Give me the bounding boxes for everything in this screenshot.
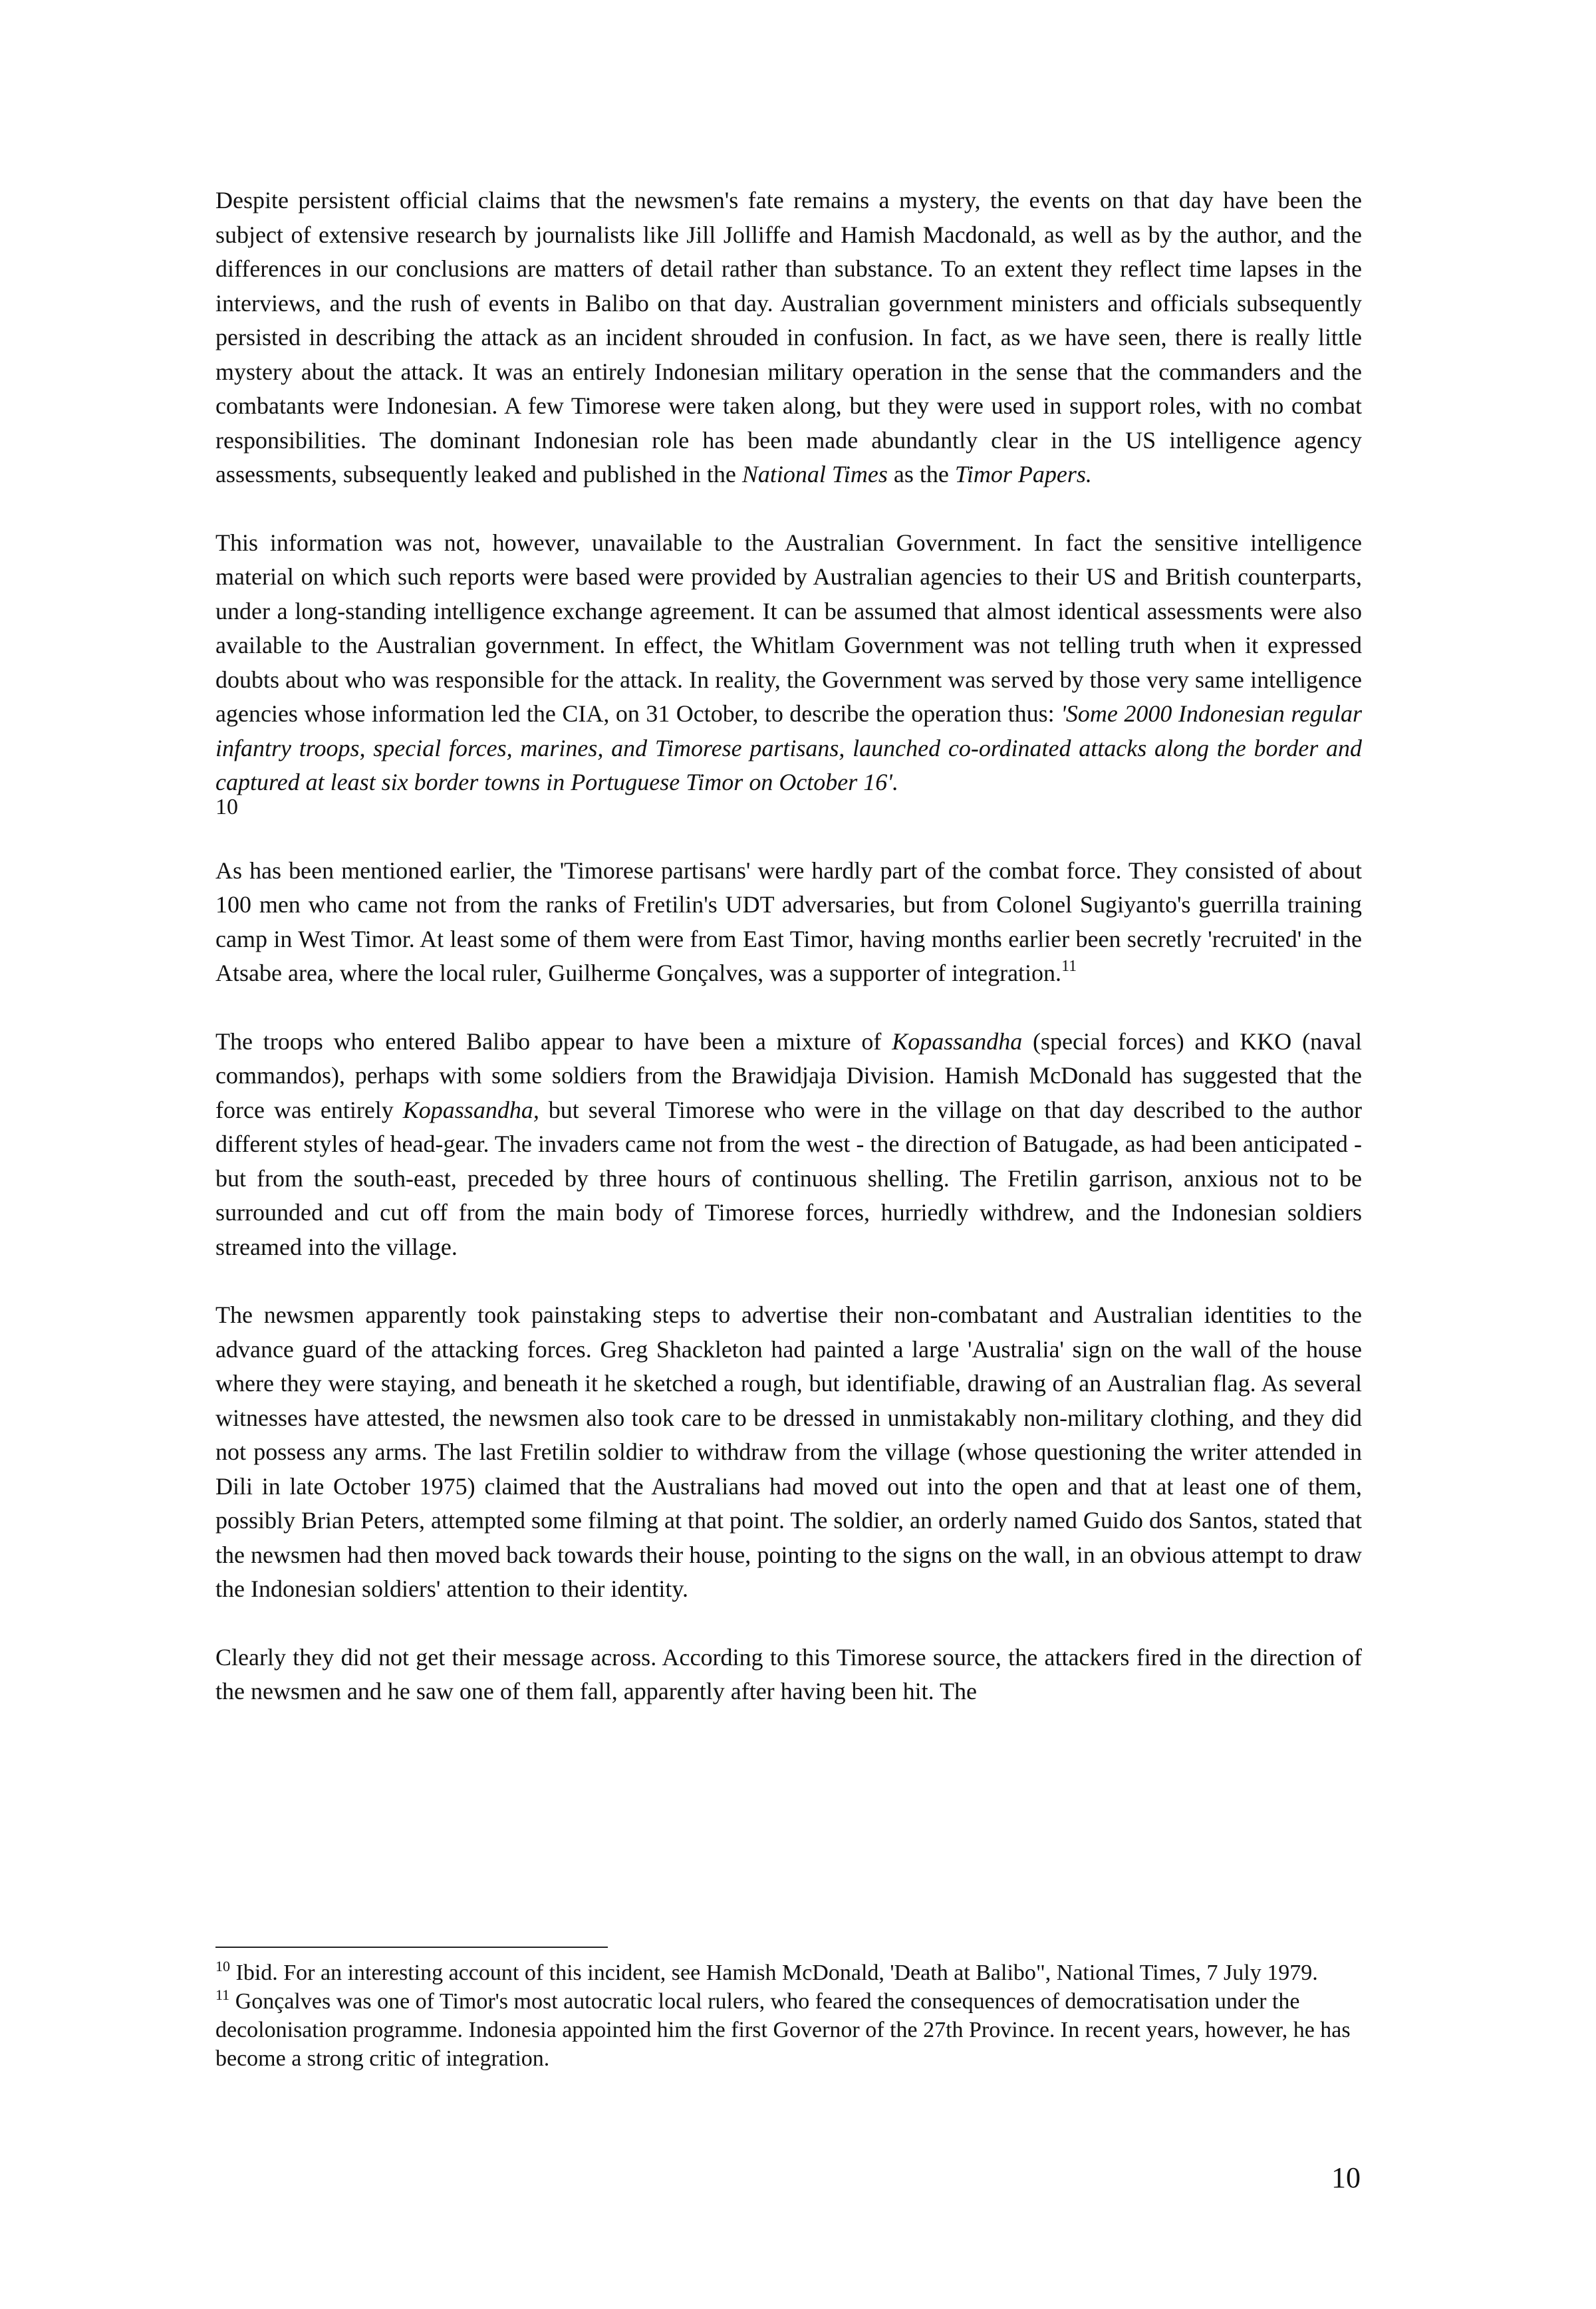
cia-quote: 'Some 2000 Indonesian regular infantry troops, special forces, marines, and Timorese partisans, launched co-ordinated attacks along the border and captured at least six border towns in Portuguese Timor on October 16'. bbox=[215, 700, 1362, 795]
paragraph-5 bbox=[215, 1298, 1362, 1607]
paragraph-text: but several Timorese who were in the village on that day described to the author different styles of head-gear. The invaders came not from the west - the direction of Batugade, as had been anticipated - but from the south-east, preceded by three hours of continuous shelling. The Fretilin garrison, anxious not to be surrounded and cut off from the main body of Timorese forces, hurriedly withdrew, and the Indonesian soldiers streamed into the village. bbox=[215, 1096, 1362, 1260]
italic-title-national-times: National Times bbox=[741, 461, 888, 487]
paragraph-text: Despite persistent official claims that the newsmen's fate remains a mystery, the events on that day have been the subject of extensive research by journalists like Jill Jolliffe and Hamish Macdonald, as well as by the author, and the differences in our conclusions are matters of detail rather than substance. To an extent they reflect time lapses in the interviews, and the rush of events in Balibo on that day. Australian government ministers and officials subsequently persisted in describing the attack as an incident shrouded in confusion. In fact, as we have seen, there is really little mystery about the attack. It was an entirely Indonesian military operation in the sense that the commanders and the combatants were Indonesian. A few Timorese were taken along, but they were used in support roles, with no combat responsibilities. The dominant Indonesian role has been made abundantly clear in the US intelligence agency assessments, subsequently leaked and published in the bbox=[215, 187, 1362, 487]
paragraph-text: The troops who entered Balibo appear to have been a mixture of bbox=[215, 1027, 892, 1055]
footnote-11 bbox=[215, 1987, 1362, 2073]
body-text bbox=[215, 184, 1362, 1709]
paragraph-4 bbox=[215, 1025, 1362, 1265]
italic-term-kopassandha: Kopassandha, bbox=[402, 1096, 539, 1123]
paragraph-text: Clearly they did not get their message across. According to this Timorese source, the attackers fired in the direction of the newsmen and he saw one of them fall, apparently after having been hit. The bbox=[215, 1643, 1362, 1704]
paragraph-text: The newsmen apparently took painstaking steps to advertise their non-combatant and Australian identities to the advance guard of the attacking forces. Greg Shackleton had painted a large 'Australia' sign on the wall of the house where they were staying, and beneath it he sketched a rough, but identifiable, drawing of an Australian flag. As several witnesses have attested, the newsmen also took care to be dressed in unmistakably non-military clothing, and they did not possess any arms. The last Fretilin soldier to withdraw from the village (whose questioning the writer attended in Dili in late October 1975) claimed that the Australians had moved out into the open and that at least one of them, possibly Brian Peters, attempted some filming at that point. The soldier, an orderly named Guido dos Santos, stated that the newsmen had then moved back towards their house, pointing to the signs on the wall, in an obvious attempt to draw the Indonesian soldiers' attention to their identity. bbox=[215, 1301, 1362, 1602]
footnote-reference-11: 11 bbox=[1061, 958, 1077, 975]
footnote-10 bbox=[215, 1959, 1362, 1987]
italic-term-kopassandha: Kopassandha bbox=[892, 1027, 1023, 1055]
page-number: 10 bbox=[1331, 2161, 1361, 2194]
footnotes bbox=[215, 1959, 1362, 2073]
footnote-divider bbox=[215, 1947, 608, 1948]
italic-title-timor-papers: Timor Papers. bbox=[954, 461, 1092, 487]
paragraph-text: (special forces) and KKO (naval commandos), perhaps with some soldiers from the Brawidjaja Division. Hamish McDonald has suggested that the force was entirely bbox=[215, 1027, 1362, 1123]
paragraph-1 bbox=[215, 184, 1362, 492]
paragraph-2 bbox=[215, 526, 1362, 820]
footnote-text: Gonçalves was one of Timor's most autocratic local rulers, who feared the consequences of democratisation under the decolonisation programme. Indonesia appointed him the first Governor of the 27th Province. In recent years, however, he has become a strong critic of integration. bbox=[215, 1989, 1351, 2071]
paragraph-text: as the bbox=[887, 461, 955, 487]
footnote-text: Ibid. For an interesting account of this incident, see Hamish McDonald, 'Death at Balibo", National Times, 7 July 1979. bbox=[235, 1961, 1318, 1985]
paragraph-text: As has been mentioned earlier, the 'Timorese partisans' were hardly part of the combat force. They consisted of about 100 men who came not from the ranks of Fretilin's UDT adversaries, but from Colonel Sugiyanto's guerrilla training camp in West Timor. At least some of them were from East Timor, having months earlier been secretly 'recruited' in the Atsabe area, where the local ruler, Guilherme Gonçalves, was a supporter of integration. bbox=[215, 857, 1362, 986]
paragraph-6 bbox=[215, 1641, 1362, 1709]
paragraph-3 bbox=[215, 854, 1362, 991]
footnote-number: 11 bbox=[215, 1986, 230, 2003]
footnote-reference-10: 10 bbox=[215, 794, 238, 819]
paragraph-text: This information was not, however, unavailable to the Australian Government. In fact the sensitive intelligence material on which such reports were based were provided by Australian agencies to their US and British counterparts, under a long-standing intelligence exchange agreement. It can be assumed that almost identical assessments were also available to the Australian government. In effect, the Whitlam Government was not telling truth when it expressed doubts about who was responsible for the attack. In reality, the Government was served by those very same intelligence agencies whose information led the CIA, on 31 October, to describe the operation thus: bbox=[215, 529, 1362, 727]
footnote-number: 10 bbox=[215, 1958, 230, 1974]
